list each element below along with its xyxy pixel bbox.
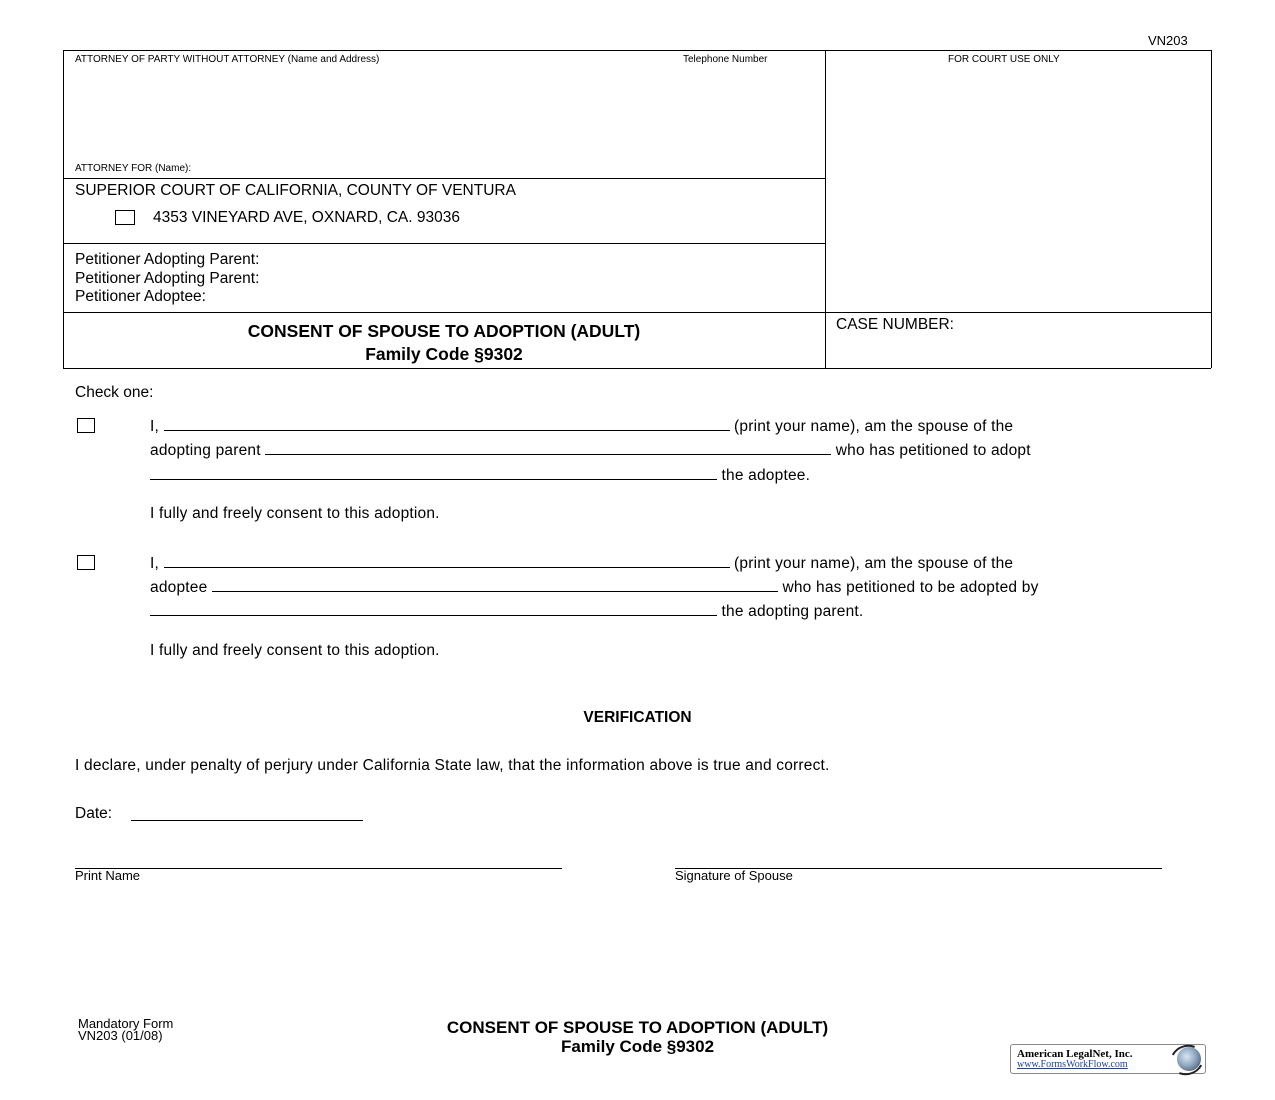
option2-line2 bbox=[150, 577, 1039, 597]
swoosh-icon bbox=[1166, 1040, 1208, 1080]
option1-line2-suffix: who has petitioned to adopt bbox=[835, 442, 1031, 459]
option2-checkbox[interactable] bbox=[77, 555, 95, 570]
option1-line1-prefix: I, bbox=[150, 418, 160, 435]
adoptee-name-field-2[interactable] bbox=[212, 577, 778, 592]
footer-subtitle: Family Code §9302 bbox=[560, 1037, 715, 1056]
petitioner-adopting-parent-2: Petitioner Adopting Parent: bbox=[75, 270, 260, 287]
telephone-label: Telephone Number bbox=[683, 54, 768, 65]
print-name-label: Print Name bbox=[75, 868, 141, 883]
option1-consent: I fully and freely consent to this adoption. bbox=[150, 505, 440, 522]
form-subtitle: Family Code §9302 bbox=[365, 344, 523, 364]
spouse-name-field[interactable] bbox=[164, 416, 730, 431]
option1-line2 bbox=[150, 440, 1031, 460]
form-revision: VN203 (01/08) bbox=[78, 1028, 163, 1043]
form-code: VN203 bbox=[1148, 33, 1188, 48]
option1-line1-suffix: (print your name), am the spouse of the bbox=[734, 418, 1014, 435]
case-number-label: CASE NUMBER: bbox=[836, 316, 954, 333]
option1-line2-prefix: adopting parent bbox=[150, 442, 261, 459]
footer-title: CONSENT OF SPOUSE TO ADOPTION (ADULT) bbox=[446, 1018, 829, 1037]
court-address-checkbox[interactable] bbox=[115, 210, 135, 225]
adoptee-name-field[interactable] bbox=[150, 465, 717, 480]
print-name-field[interactable] bbox=[75, 868, 562, 869]
attorney-label: ATTORNEY OF PARTY WITHOUT ATTORNEY (Name and Address) bbox=[75, 54, 380, 65]
petitioner-adoptee: Petitioner Adoptee: bbox=[75, 288, 206, 305]
adopting-parent-name-field[interactable] bbox=[265, 440, 831, 455]
declaration-text: I declare, under penalty of perjury under California State law, that the information above is true and correct. bbox=[75, 757, 830, 774]
court-use-label: FOR COURT USE ONLY bbox=[948, 54, 1060, 65]
mandatory-form-label: Mandatory Form bbox=[78, 1016, 174, 1031]
american-legalnet-logo[interactable] bbox=[1010, 1044, 1206, 1074]
form-title: CONSENT OF SPOUSE TO ADOPTION (ADULT) bbox=[247, 321, 641, 341]
court-name: SUPERIOR COURT OF CALIFORNIA, COUNTY OF VENTURA bbox=[75, 182, 516, 199]
logo-company: American LegalNet, Inc. bbox=[1017, 1048, 1133, 1060]
signature-label: Signature of Spouse bbox=[675, 868, 793, 883]
option2-line3 bbox=[150, 601, 863, 621]
option1-line1 bbox=[150, 416, 1013, 436]
date-label: Date: bbox=[75, 805, 113, 822]
option2-line2-suffix: who has petitioned to be adopted by bbox=[782, 579, 1039, 596]
option1-line3-suffix: the adoptee. bbox=[721, 467, 811, 484]
court-address: 4353 VINEYARD AVE, OXNARD, CA. 93036 bbox=[153, 209, 460, 226]
option2-line1 bbox=[150, 553, 1013, 573]
attorney-for-label: ATTORNEY FOR (Name): bbox=[75, 163, 192, 174]
option2-line1-suffix: (print your name), am the spouse of the bbox=[734, 555, 1014, 572]
option2-line3-suffix: the adopting parent. bbox=[721, 603, 864, 620]
option1-line3 bbox=[150, 465, 810, 485]
petitioner-adopting-parent-1: Petitioner Adopting Parent: bbox=[75, 251, 260, 268]
logo-url[interactable]: www.FormsWorkFlow.com bbox=[1017, 1059, 1128, 1070]
verification-title: VERIFICATION bbox=[583, 709, 692, 726]
spouse-name-field-2[interactable] bbox=[164, 553, 730, 568]
check-one-label: Check one: bbox=[75, 384, 154, 401]
option1-checkbox[interactable] bbox=[77, 418, 95, 433]
option2-line1-prefix: I, bbox=[150, 555, 160, 572]
option2-line2-prefix: adoptee bbox=[150, 579, 208, 596]
adopting-parent-name-field-2[interactable] bbox=[150, 601, 717, 616]
option2-consent: I fully and freely consent to this adoption. bbox=[150, 642, 440, 659]
date-field[interactable] bbox=[131, 820, 363, 821]
